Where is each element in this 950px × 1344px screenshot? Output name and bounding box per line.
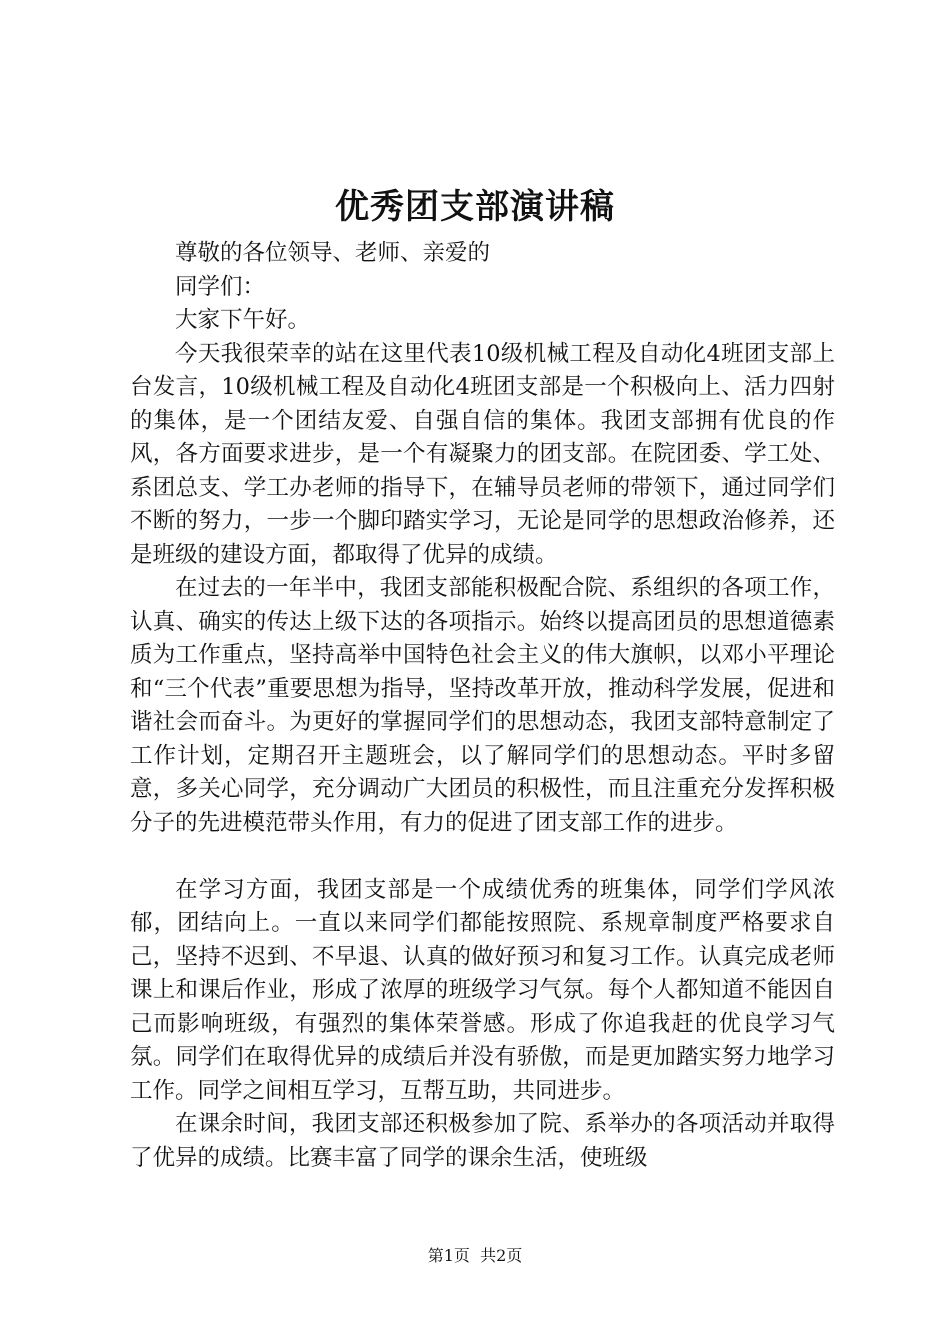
page-number-total: 共2页: [480, 1246, 523, 1265]
paragraph-salutation-1: 尊敬的各位领导、老师、亲爱的: [175, 240, 491, 266]
page-number-current: 第1页: [427, 1246, 470, 1265]
paragraph-study: 在学习方面，我团支部是一个成绩优秀的班集体，同学们学风浓郁，团结向上。一直以来同学们都能按照院、系规章制度严格要求自己，坚持不迟到、不早退、认真的做好预习和复习工作。认真完成老师课上和课后作业，形成了浓厚的班级学习气氛。每个人都知道不能因自己而影响班级，有强烈的集体荣誉感。形成了你追我赶的优良学习气氛。同学们在取得优异的成绩后并没有骄傲，而是更加踏实努力地学习工作。同学之间相互学习，互帮互助，共同进步。: [130, 876, 835, 1104]
paragraph-activities: 在课余时间，我团支部还积极参加了院、系举办的各项活动并取得了优异的成绩。比赛丰富了同学的课余生活，使班级: [130, 1111, 835, 1171]
paragraph-spacer: [130, 840, 835, 874]
footer-separator: [470, 1246, 480, 1265]
paragraph-greeting: 大家下午好。: [175, 307, 311, 333]
document-body: [130, 237, 835, 1175]
paragraph-introduction: 今天我很荣幸的站在这里代表10级机械工程及自动化4班团支部上台发言，10级机械工程及自动化4班团支部是一个积极向上、活力四射的集体，是一个团结友爱、自强自信的集体。我团支部拥有优良的作风，各方面要求进步，是一个有凝聚力的团支部。在院团委、学工处、系团总支、学工办老师的指导下，在辅导员老师的带领下，通过同学们不断的努力，一步一个脚印踏实学习，无论是同学的思想政治修养，还是班级的建设方面，都取得了优异的成绩。: [130, 340, 835, 568]
document-title: 优秀团支部演讲稿: [335, 187, 615, 227]
paragraph-work: 在过去的一年半中，我团支部能积极配合院、系组织的各项工作，认真、确实的传达上级下达的各项指示。始终以提高团员的思想道德素质为工作重点，坚持高举中国特色社会主义的伟大旗帜，以邓小平理论和“三个代表”重要思想为指导，坚持改革开放，推动科学发展，促进和谐社会而奋斗。为更好的掌握同学们的思想动态，我团支部特意制定了工作计划，定期召开主题班会，以了解同学们的思想动态。平时多留意，多关心同学，充分调动广大团员的积极性，而且注重充分发挥积极分子的先进模范带头作用，有力的促进了团支部工作的进步。: [130, 575, 835, 836]
paragraph-salutation-2: 同学们：: [175, 273, 266, 300]
page-footer: [0, 1245, 950, 1267]
